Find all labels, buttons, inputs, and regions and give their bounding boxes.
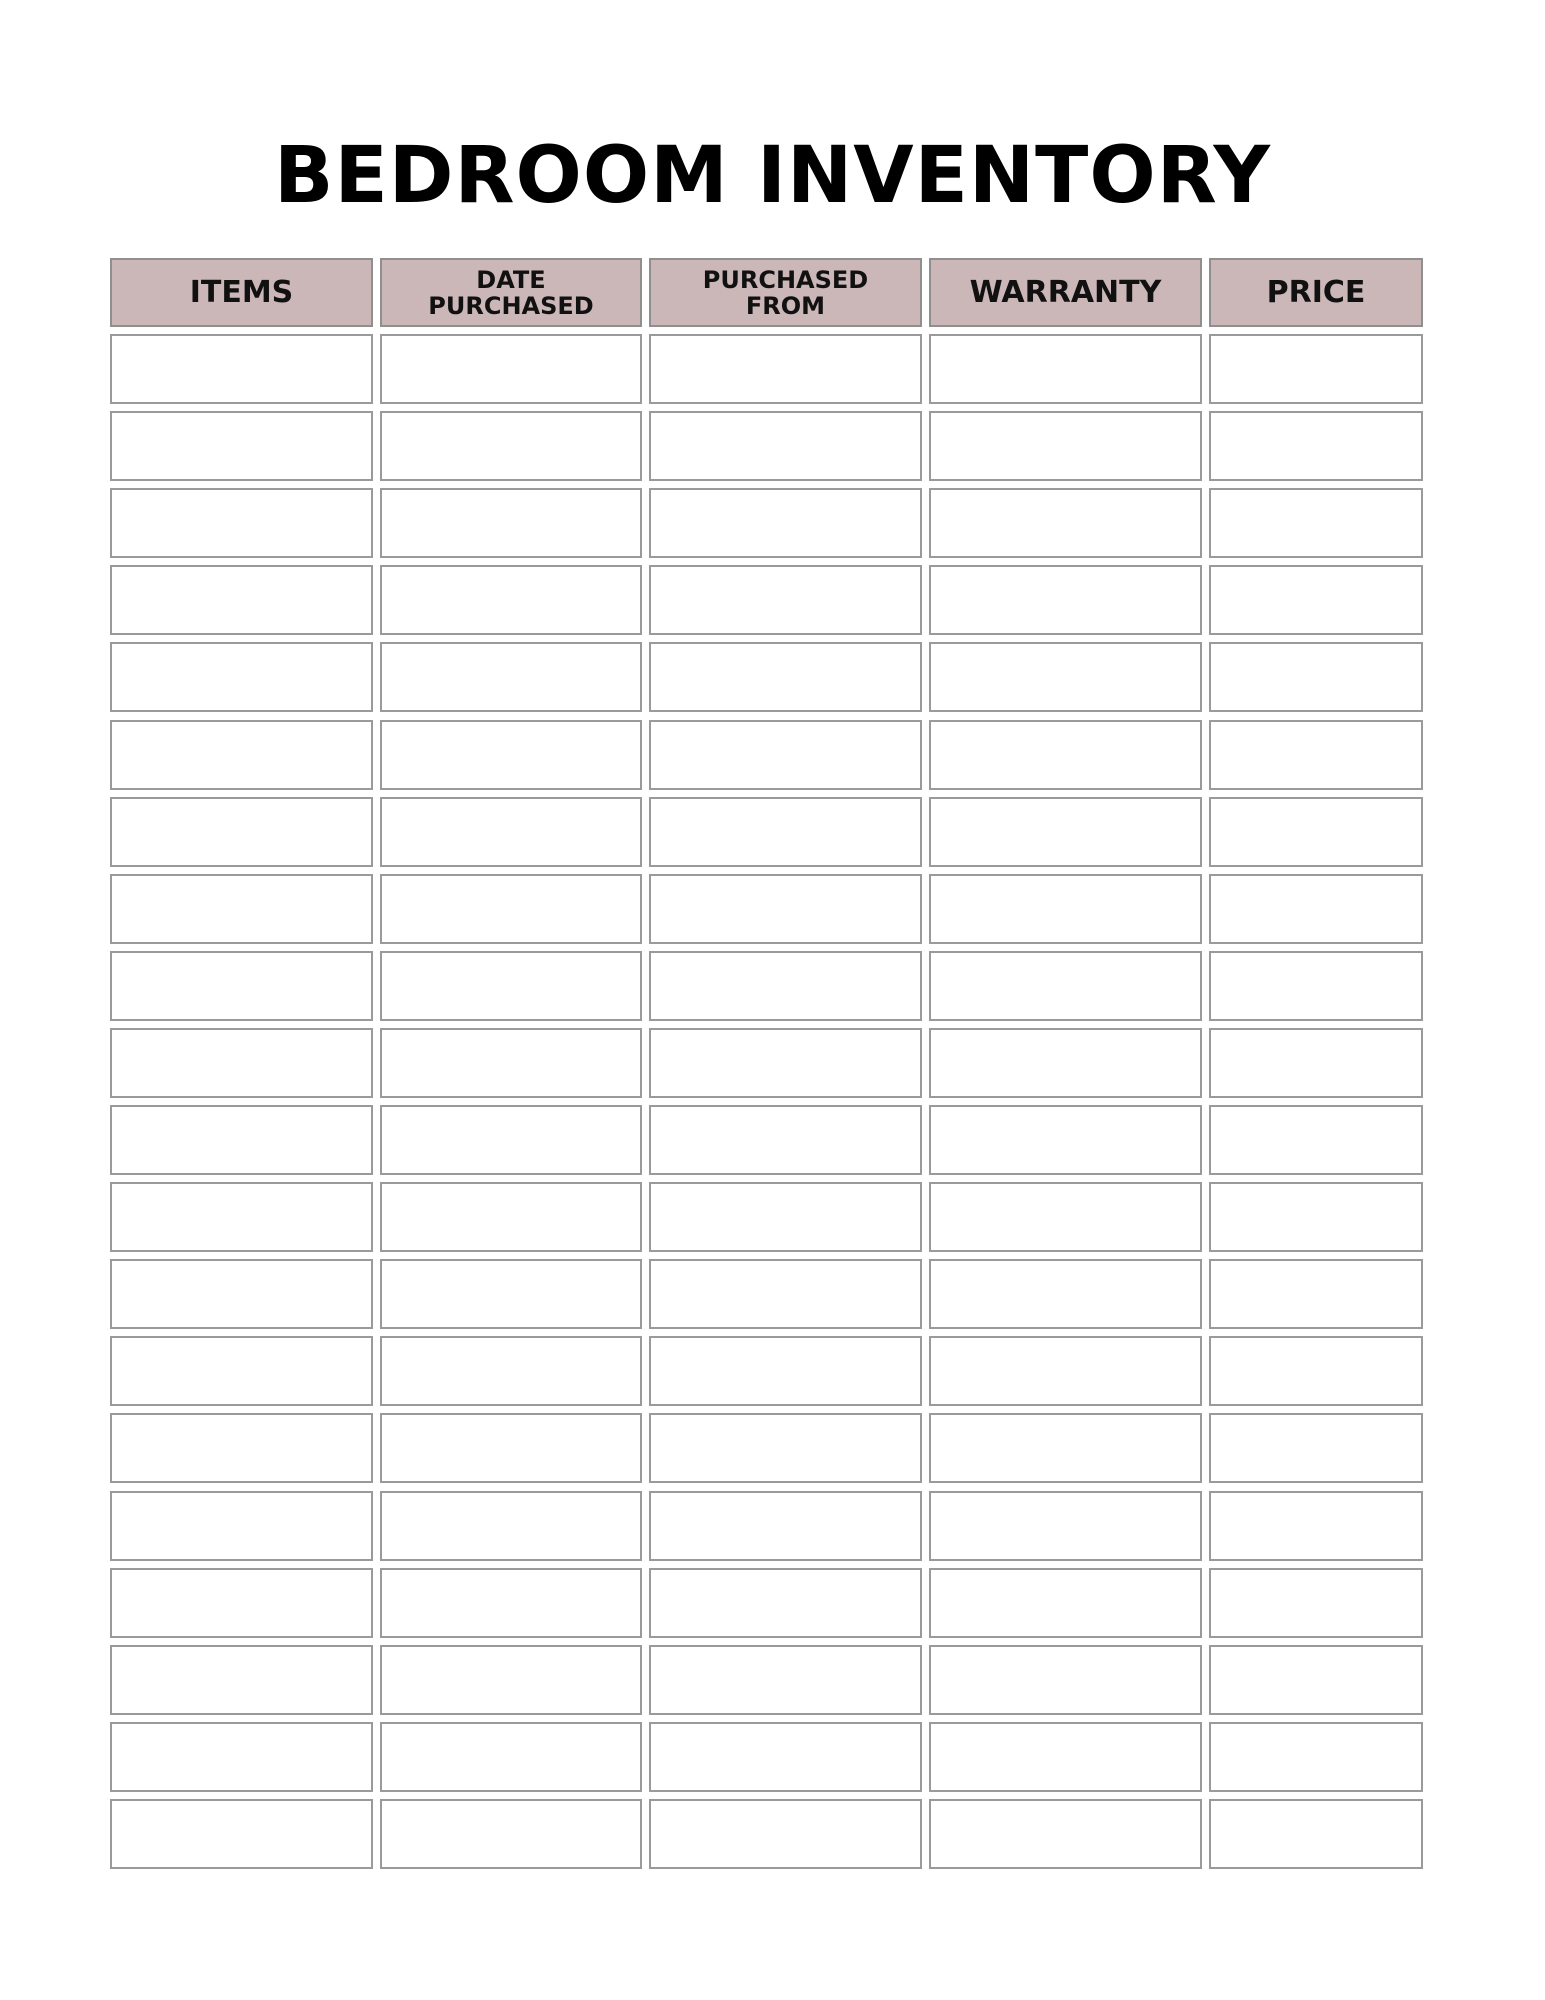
table-cell-date-purchased[interactable]	[380, 1259, 642, 1329]
table-cell-date-purchased[interactable]	[380, 1645, 642, 1715]
table-cell-date-purchased[interactable]	[380, 1568, 642, 1638]
table-cell-items[interactable]	[110, 1645, 373, 1715]
table-cell-price[interactable]	[1209, 1491, 1423, 1561]
table-cell-items[interactable]	[110, 951, 373, 1021]
table-cell-purchased-from[interactable]	[649, 1491, 922, 1561]
table-cell-warranty[interactable]	[929, 1491, 1202, 1561]
table-cell-items[interactable]	[110, 1799, 373, 1869]
table-cell-items[interactable]	[110, 1491, 373, 1561]
table-cell-warranty[interactable]	[929, 334, 1202, 404]
table-cell-date-purchased[interactable]	[380, 565, 642, 635]
column-header-date-purchased	[380, 258, 642, 327]
table-cell-purchased-from[interactable]	[649, 1799, 922, 1869]
table-cell-warranty[interactable]	[929, 411, 1202, 481]
table-cell-date-purchased[interactable]	[380, 334, 642, 404]
table-cell-warranty[interactable]	[929, 1568, 1202, 1638]
table-cell-items[interactable]	[110, 642, 373, 712]
table-cell-items[interactable]	[110, 1413, 373, 1483]
column-header-label: DATE PURCHASED	[428, 265, 594, 320]
table-cell-items[interactable]	[110, 411, 373, 481]
table-cell-warranty[interactable]	[929, 488, 1202, 558]
table-cell-warranty[interactable]	[929, 1799, 1202, 1869]
table-cell-date-purchased[interactable]	[380, 488, 642, 558]
table-cell-items[interactable]	[110, 334, 373, 404]
table-cell-warranty[interactable]	[929, 1413, 1202, 1483]
table-cell-date-purchased[interactable]	[380, 720, 642, 790]
table-cell-purchased-from[interactable]	[649, 411, 922, 481]
column-header-label: PRICE	[1266, 274, 1366, 310]
table-cell-date-purchased[interactable]	[380, 1722, 642, 1792]
table-cell-warranty[interactable]	[929, 797, 1202, 867]
table-cell-purchased-from[interactable]	[649, 1028, 922, 1098]
table-cell-purchased-from[interactable]	[649, 565, 922, 635]
table-cell-items[interactable]	[110, 1568, 373, 1638]
column-header-label: WARRANTY	[969, 274, 1162, 310]
table-cell-warranty[interactable]	[929, 1182, 1202, 1252]
table-cell-price[interactable]	[1209, 1028, 1423, 1098]
table-cell-price[interactable]	[1209, 488, 1423, 558]
table-cell-purchased-from[interactable]	[649, 1336, 922, 1406]
table-cell-date-purchased[interactable]	[380, 951, 642, 1021]
table-cell-warranty[interactable]	[929, 1259, 1202, 1329]
table-cell-date-purchased[interactable]	[380, 1799, 642, 1869]
table-cell-price[interactable]	[1209, 1568, 1423, 1638]
table-cell-date-purchased[interactable]	[380, 1028, 642, 1098]
table-cell-warranty[interactable]	[929, 1722, 1202, 1792]
table-cell-warranty[interactable]	[929, 565, 1202, 635]
table-cell-date-purchased[interactable]	[380, 874, 642, 944]
table-cell-price[interactable]	[1209, 1259, 1423, 1329]
table-cell-price[interactable]	[1209, 642, 1423, 712]
table-cell-items[interactable]	[110, 1028, 373, 1098]
table-cell-date-purchased[interactable]	[380, 642, 642, 712]
table-cell-purchased-from[interactable]	[649, 951, 922, 1021]
page-title: BEDROOM INVENTORY	[274, 131, 1271, 221]
table-cell-date-purchased[interactable]	[380, 797, 642, 867]
column-header-price	[1209, 258, 1423, 327]
table-cell-price[interactable]	[1209, 951, 1423, 1021]
table-cell-price[interactable]	[1209, 1722, 1423, 1792]
table-cell-purchased-from[interactable]	[649, 1645, 922, 1715]
table-cell-price[interactable]	[1209, 1182, 1423, 1252]
table-cell-price[interactable]	[1209, 565, 1423, 635]
table-cell-purchased-from[interactable]	[649, 874, 922, 944]
table-cell-warranty[interactable]	[929, 874, 1202, 944]
table-cell-date-purchased[interactable]	[380, 411, 642, 481]
table-cell-items[interactable]	[110, 797, 373, 867]
column-header-label: PURCHASED FROM	[702, 265, 869, 320]
table-cell-warranty[interactable]	[929, 1028, 1202, 1098]
table-cell-items[interactable]	[110, 1336, 373, 1406]
table-cell-warranty[interactable]	[929, 1105, 1202, 1175]
table-cell-items[interactable]	[110, 1105, 373, 1175]
table-cell-items[interactable]	[110, 1182, 373, 1252]
table-cell-price[interactable]	[1209, 411, 1423, 481]
table-cell-items[interactable]	[110, 874, 373, 944]
table-cell-purchased-from[interactable]	[649, 1105, 922, 1175]
table-cell-purchased-from[interactable]	[649, 334, 922, 404]
table-cell-price[interactable]	[1209, 1105, 1423, 1175]
table-cell-purchased-from[interactable]	[649, 1413, 922, 1483]
table-cell-purchased-from[interactable]	[649, 797, 922, 867]
column-header-items	[110, 258, 373, 327]
column-header-purchased-from	[649, 258, 922, 327]
table-cell-price[interactable]	[1209, 334, 1423, 404]
table-cell-price[interactable]	[1209, 874, 1423, 944]
table-cell-items[interactable]	[110, 488, 373, 558]
table-cell-warranty[interactable]	[929, 951, 1202, 1021]
table-cell-date-purchased[interactable]	[380, 1105, 642, 1175]
table-cell-items[interactable]	[110, 720, 373, 790]
table-cell-purchased-from[interactable]	[649, 1182, 922, 1252]
table-cell-price[interactable]	[1209, 797, 1423, 867]
table-cell-date-purchased[interactable]	[380, 1336, 642, 1406]
table-cell-purchased-from[interactable]	[649, 1259, 922, 1329]
table-cell-purchased-from[interactable]	[649, 488, 922, 558]
table-cell-warranty[interactable]	[929, 1645, 1202, 1715]
table-cell-purchased-from[interactable]	[649, 1568, 922, 1638]
table-cell-date-purchased[interactable]	[380, 1182, 642, 1252]
table-cell-purchased-from[interactable]	[649, 720, 922, 790]
column-header-label: ITEMS	[189, 274, 294, 310]
column-header-warranty	[929, 258, 1202, 327]
table-cell-items[interactable]	[110, 1259, 373, 1329]
table-cell-date-purchased[interactable]	[380, 1491, 642, 1561]
table-cell-price[interactable]	[1209, 1799, 1423, 1869]
table-cell-price[interactable]	[1209, 1413, 1423, 1483]
table-cell-purchased-from[interactable]	[649, 1722, 922, 1792]
table-cell-warranty[interactable]	[929, 720, 1202, 790]
table-cell-price[interactable]	[1209, 1336, 1423, 1406]
table-cell-date-purchased[interactable]	[380, 1413, 642, 1483]
table-cell-warranty[interactable]	[929, 1336, 1202, 1406]
table-cell-warranty[interactable]	[929, 642, 1202, 712]
table-cell-items[interactable]	[110, 1722, 373, 1792]
table-cell-price[interactable]	[1209, 720, 1423, 790]
table-cell-items[interactable]	[110, 565, 373, 635]
table-cell-purchased-from[interactable]	[649, 642, 922, 712]
table-cell-price[interactable]	[1209, 1645, 1423, 1715]
